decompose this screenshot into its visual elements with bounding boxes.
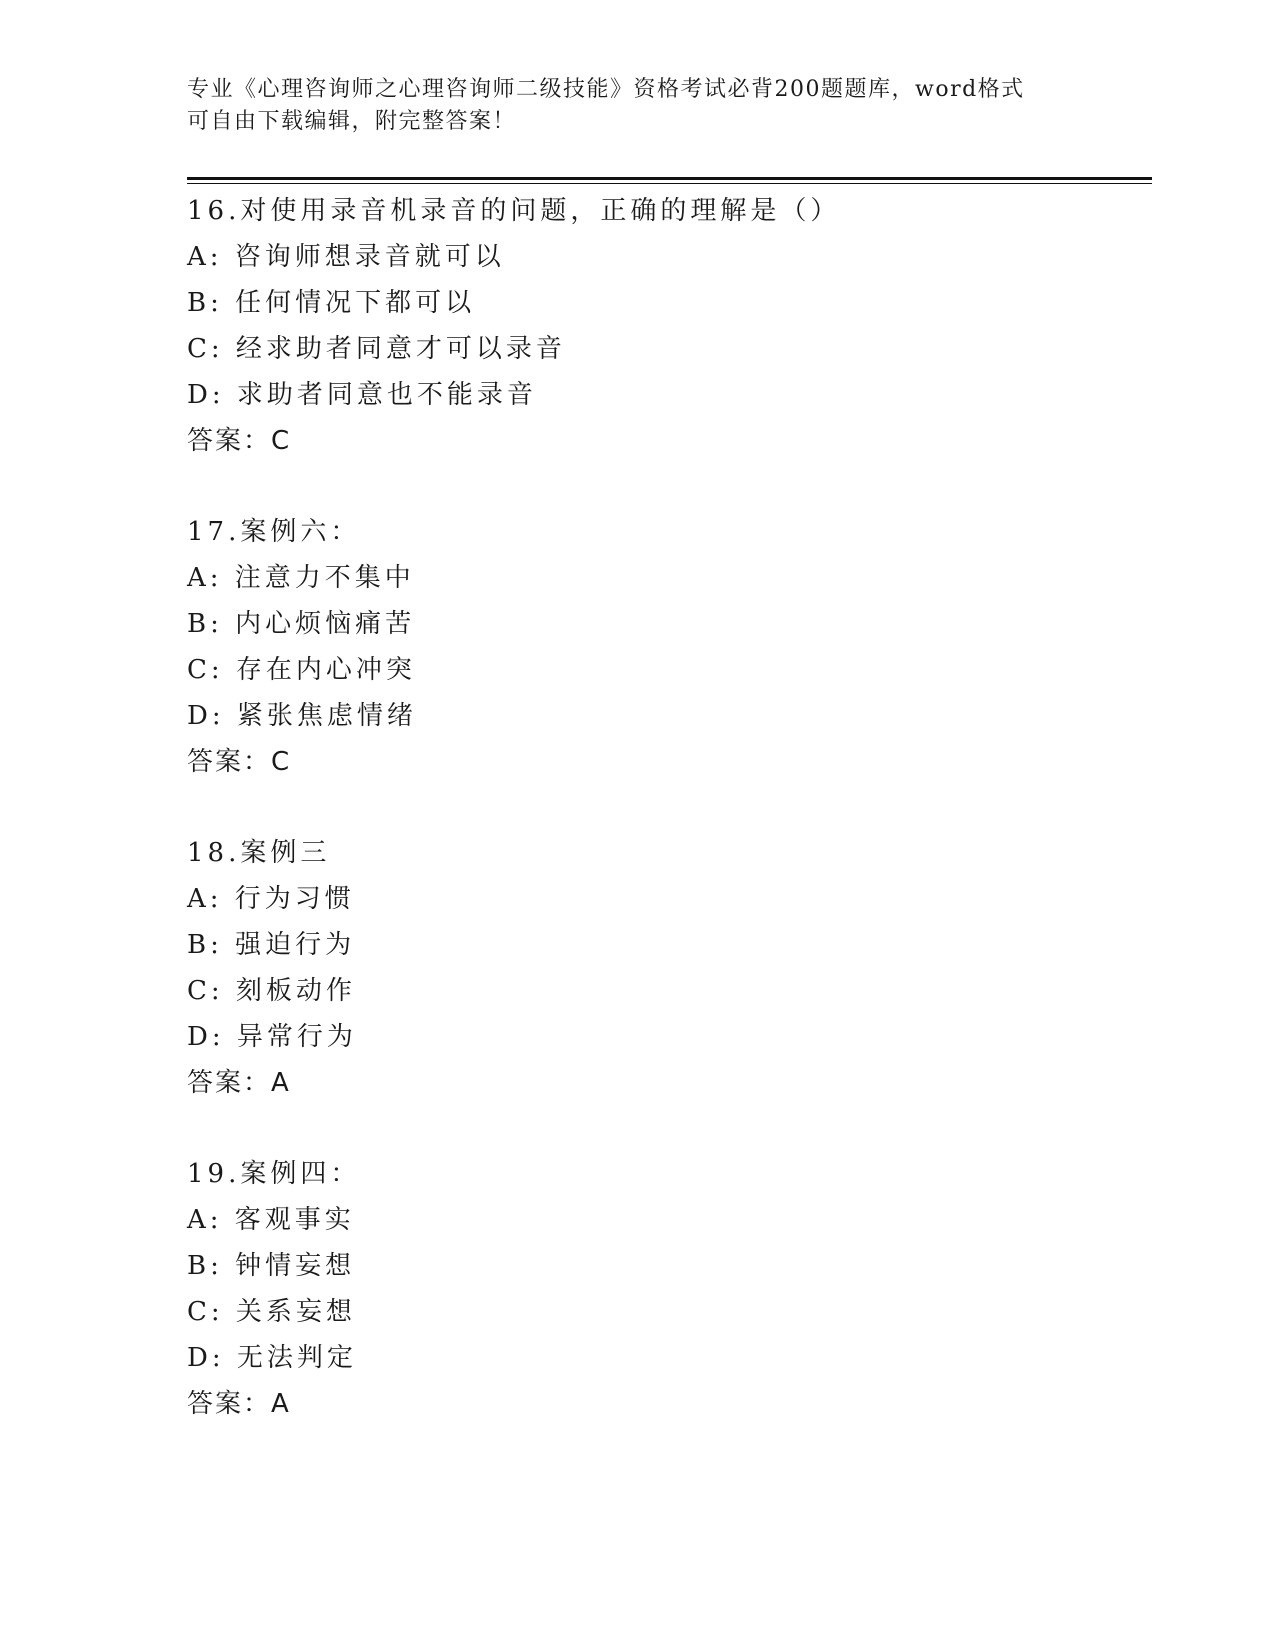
question-stem: 16.对使用录音机录音的问题，正确的理解是（） bbox=[187, 196, 841, 226]
option-a: A: 注意力不集中 bbox=[187, 563, 415, 593]
question-list bbox=[187, 188, 1152, 1472]
option-c: C: 经求助者同意才可以录音 bbox=[187, 334, 566, 364]
header-divider-thick bbox=[187, 177, 1152, 180]
question-stem: 18.案例三 bbox=[187, 838, 331, 868]
question-stem: 17.案例六： bbox=[187, 517, 361, 547]
option-d: D: 异常行为 bbox=[187, 1022, 357, 1052]
question-19 bbox=[187, 1151, 1152, 1427]
option-a: A: 客观事实 bbox=[187, 1205, 355, 1235]
option-b: B: 内心烦恼痛苦 bbox=[187, 609, 416, 639]
header-line-2: 可自由下载编辑，附完整答案！ bbox=[187, 109, 517, 134]
header-divider-thin bbox=[187, 183, 1152, 184]
option-a: A: 行为习惯 bbox=[187, 884, 355, 914]
answer-line: 答案：A bbox=[187, 1389, 291, 1419]
option-c: C: 关系妄想 bbox=[187, 1297, 356, 1327]
option-d: D: 无法判定 bbox=[187, 1343, 357, 1373]
question-16 bbox=[187, 188, 1152, 464]
question-18 bbox=[187, 830, 1152, 1106]
question-stem: 19.案例四： bbox=[187, 1159, 361, 1189]
option-b: B: 强迫行为 bbox=[187, 930, 356, 960]
option-a: A: 咨询师想录音就可以 bbox=[187, 242, 505, 272]
answer-line: 答案：C bbox=[187, 747, 292, 777]
question-17 bbox=[187, 509, 1152, 785]
option-b: B: 任何情况下都可以 bbox=[187, 288, 476, 318]
option-d: D: 求助者同意也不能录音 bbox=[187, 380, 537, 410]
option-c: C: 刻板动作 bbox=[187, 976, 356, 1006]
option-b: B: 钟情妄想 bbox=[187, 1251, 356, 1281]
option-d: D: 紧张焦虑情绪 bbox=[187, 701, 417, 731]
answer-line: 答案：A bbox=[187, 1068, 291, 1098]
header-line-1: 专业《心理咨询师之心理咨询师二级技能》资格考试必背200题题库，word格式 bbox=[187, 77, 1025, 102]
answer-line: 答案：C bbox=[187, 426, 292, 456]
option-c: C: 存在内心冲突 bbox=[187, 655, 416, 685]
document-header bbox=[187, 74, 1087, 138]
